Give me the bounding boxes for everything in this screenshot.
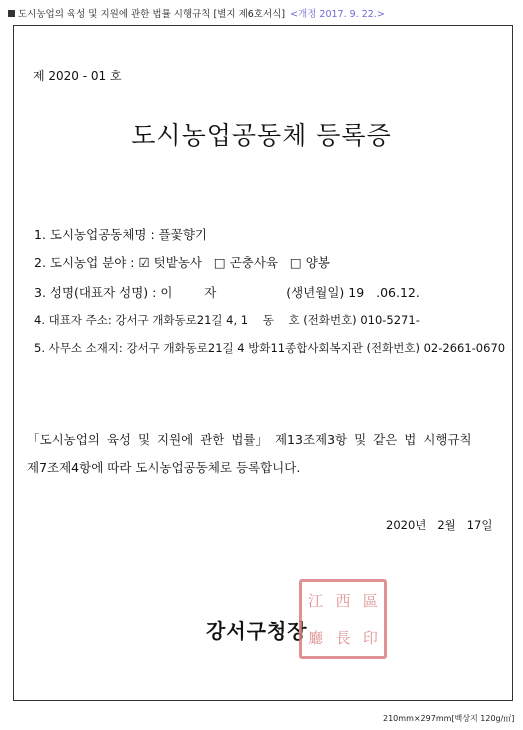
statement-line-2: 제7조제4항에 따라 도시농업공동체로 등록합니다. xyxy=(27,460,301,475)
option-checked: ☑ 텃밭농사 xyxy=(138,255,202,270)
item-representative-address xyxy=(34,312,420,328)
item-label: 3. 성명(대표자 성명) : xyxy=(34,285,157,300)
document-title: 도시농업공동체 등록증 xyxy=(131,121,392,150)
signer: 강서구청장 xyxy=(206,619,308,643)
item-farming-field xyxy=(34,253,330,271)
revision-note: <개정 2017. 9. 22.> xyxy=(290,9,385,20)
phone-label: (전화번호) xyxy=(303,313,357,327)
form-header-text: 도시농업의 육성 및 지원에 관한 법률 시행규칙 [별지 제6호서식] xyxy=(18,9,286,20)
item-representative xyxy=(34,283,420,301)
item-label: 2. 도시농업 분야 : xyxy=(34,255,135,270)
item-value: 플꽃향기 xyxy=(158,227,207,242)
representative-name: 이 자 xyxy=(160,285,217,300)
square-bullet-icon xyxy=(8,10,15,17)
issue-date: 2020년 2월 17일 xyxy=(386,518,493,532)
phone-value: 02-2661-0670 xyxy=(423,341,506,355)
seal-char: 印 xyxy=(362,629,378,647)
seal-char: 長 xyxy=(335,629,351,647)
option-unchecked: □ 곤충사육 xyxy=(213,255,278,270)
office-address: 강서구 개화동로21길 4 방화11종합사회복지관 xyxy=(126,341,363,355)
seal-char: 江 xyxy=(308,592,324,610)
statement-line-1: 「도시농업의 육성 및 지원에 관한 법률」 제13조제3항 및 같은 법 시행규칙 xyxy=(27,432,472,447)
item-community-name xyxy=(34,225,207,243)
phone-value: 010-5271- xyxy=(360,313,420,327)
option-unchecked: □ 양봉 xyxy=(289,255,330,270)
phone-label: (전화번호) xyxy=(366,341,420,355)
paper-spec: 210mm×297mm[백상지 120g/㎡] xyxy=(383,714,515,723)
item-label: 1. 도시농업공동체명 : xyxy=(34,227,155,242)
birth-label: (생년월일) xyxy=(286,285,345,300)
form-header xyxy=(8,6,385,20)
seal-char: 廳 xyxy=(308,629,324,647)
address-value: 강서구 개화동로21길 4, 1 동 호 xyxy=(115,313,300,327)
birth-value: 19 .06.12. xyxy=(348,285,420,300)
item-label: 4. 대표자 주소: xyxy=(34,313,112,327)
seal-char: 區 xyxy=(362,592,378,610)
document-number: 제 2020 - 01 호 xyxy=(33,69,122,83)
seal-char: 西 xyxy=(335,592,351,610)
item-label: 5. 사무소 소재지: xyxy=(34,341,123,355)
official-seal-icon xyxy=(299,579,387,659)
item-office-location xyxy=(34,340,505,356)
